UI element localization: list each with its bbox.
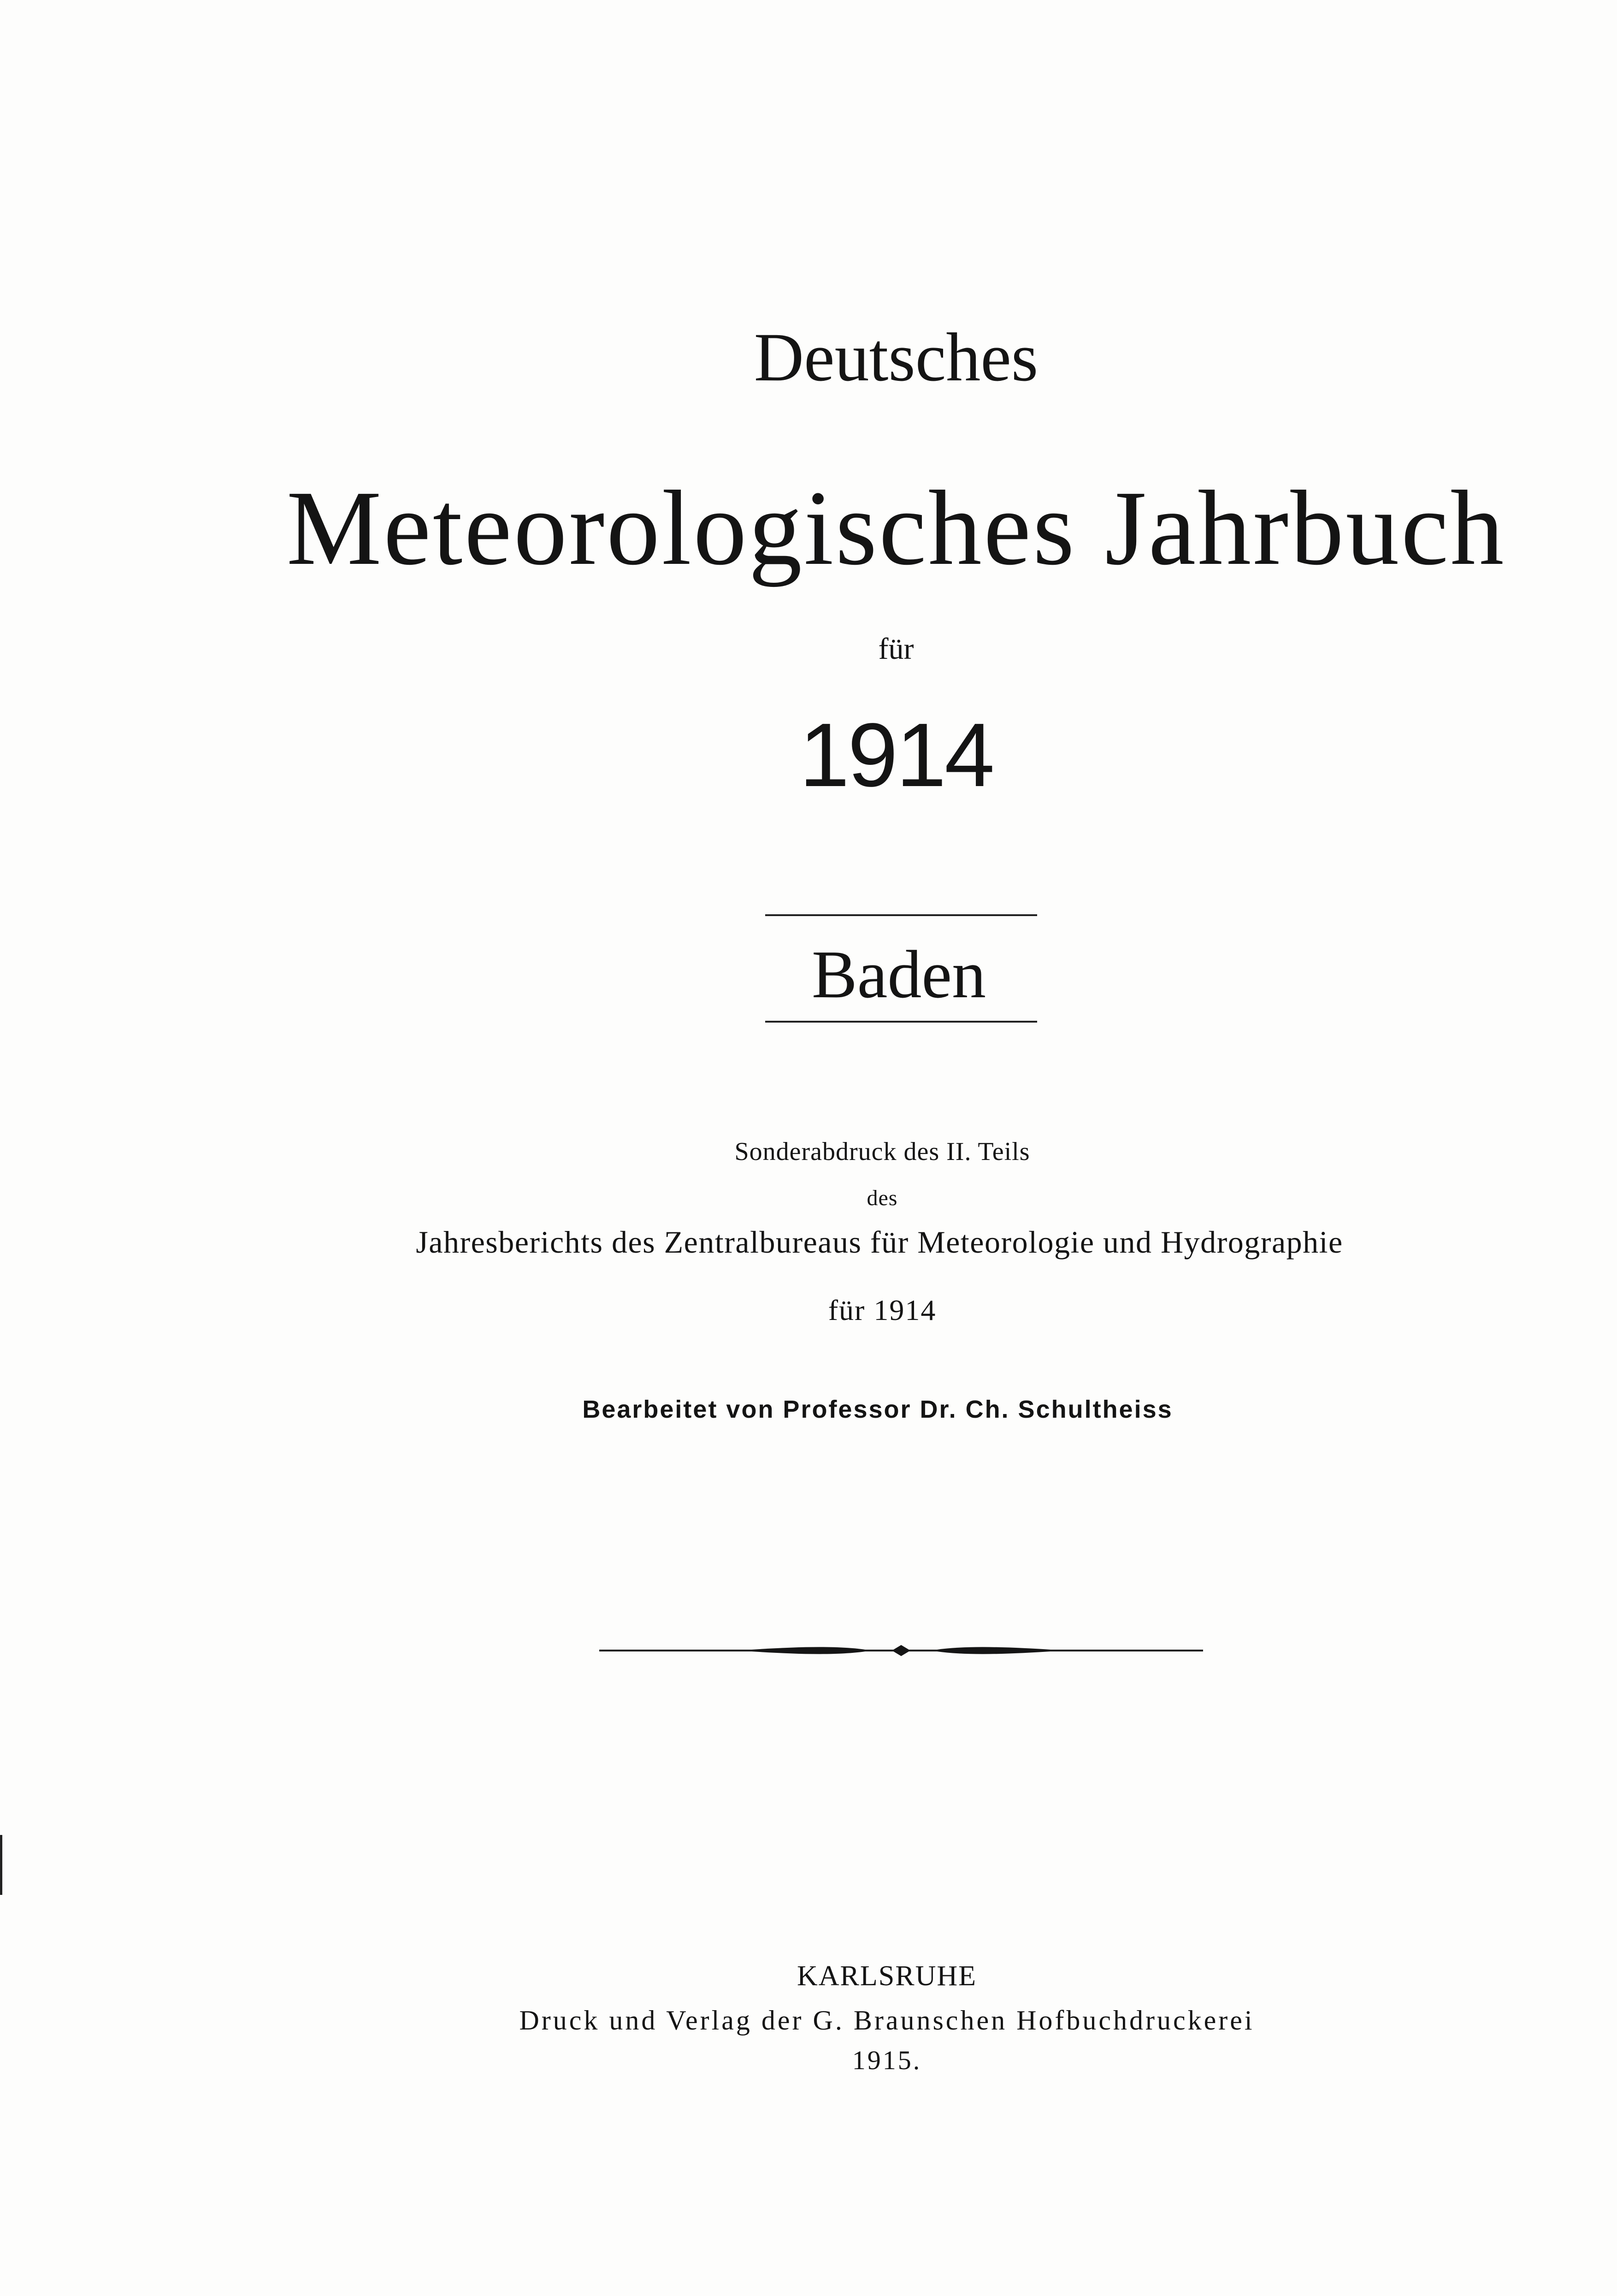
title-for-word: für — [878, 632, 914, 666]
imprint-year: 1915. — [852, 2045, 922, 2075]
title-main: Meteorologisches Jahrbuch — [286, 469, 1506, 587]
subtitle-editor: Bearbeitet von Professor Dr. Ch. Schultheiss — [582, 1396, 1173, 1423]
region-name: Baden — [811, 937, 986, 1012]
imprint-city: KARLSRUHE — [797, 1960, 977, 1992]
subtitle-offprint: Sonderabdruck des II. Teils — [734, 1137, 1030, 1166]
subtitle-report-year: für 1914 — [828, 1294, 937, 1326]
subtitle-report: Jahresberichts des Zentralbureaus für Meteorologie und Hydrographie — [416, 1225, 1343, 1260]
subtitle-des: des — [867, 1186, 898, 1210]
title-year: 1914 — [799, 704, 993, 805]
margin-scan-mark — [0, 1835, 2, 1895]
title-line-deutsches: Deutsches — [754, 319, 1039, 396]
imprint-publisher: Druck und Verlag der G. Braunschen Hofbuchdruckerei — [519, 2005, 1255, 2036]
ornament-divider — [599, 1641, 1203, 1660]
region-rule-bottom — [765, 1021, 1037, 1023]
region-rule-top — [765, 914, 1037, 916]
